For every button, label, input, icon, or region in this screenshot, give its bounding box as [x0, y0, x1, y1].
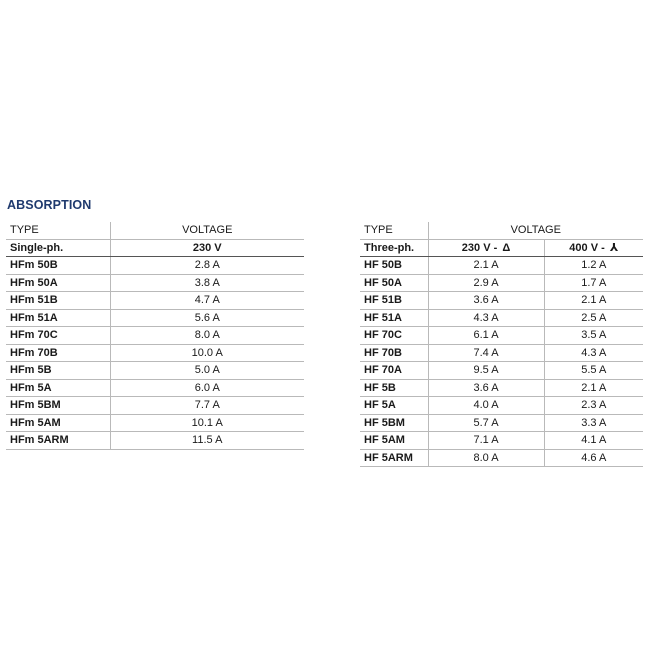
table-row: [360, 397, 643, 415]
table-row: [360, 362, 643, 380]
row-value-230v: 8.0 A: [110, 327, 304, 345]
table-row: [360, 292, 643, 310]
row-type: HFm 70B: [6, 344, 110, 362]
row-value-230v: 7.1 A: [428, 432, 544, 450]
row-type: HF 70A: [360, 362, 428, 380]
row-value-230v: 11.5 A: [110, 432, 304, 450]
row-type: HFm 5B: [6, 362, 110, 380]
row-type: HFm 50A: [6, 274, 110, 292]
star-icon: ⅄: [609, 241, 619, 254]
table-row: [6, 292, 304, 310]
row-type: HF 5AM: [360, 432, 428, 450]
header-voltage: VOLTAGE: [110, 222, 304, 239]
row-value-230v: 3.6 A: [428, 292, 544, 310]
table-row: [360, 344, 643, 362]
row-value-230v: 2.8 A: [110, 257, 304, 275]
row-type: HF 51B: [360, 292, 428, 310]
row-value-400v: 3.5 A: [544, 327, 643, 345]
table-row: [6, 379, 304, 397]
row-type: HF 5BM: [360, 414, 428, 432]
header-type: TYPE: [6, 222, 110, 239]
delta-icon: Δ: [502, 241, 511, 254]
row-value-230v: 7.7 A: [110, 397, 304, 415]
table-subheader-row: [6, 239, 304, 257]
row-value-400v: 3.3 A: [544, 414, 643, 432]
subheader-type: Single-ph.: [6, 239, 110, 257]
subheader-type: Three-ph.: [360, 239, 428, 257]
row-value-230v: 7.4 A: [428, 344, 544, 362]
row-type: HFm 5AM: [6, 414, 110, 432]
table-row: [360, 432, 643, 450]
row-value-400v: 1.7 A: [544, 274, 643, 292]
table-row: [6, 414, 304, 432]
row-type: HF 70C: [360, 327, 428, 345]
table-row: [360, 414, 643, 432]
table-row: [6, 257, 304, 275]
row-value-230v: 6.0 A: [110, 379, 304, 397]
table-row: [360, 379, 643, 397]
subheader-400v: [544, 239, 643, 257]
row-type: HFm 51A: [6, 309, 110, 327]
table-row: [360, 309, 643, 327]
row-value-230v: 4.3 A: [428, 309, 544, 327]
row-type: HF 51A: [360, 309, 428, 327]
table-row: [360, 449, 643, 467]
row-value-230v: 5.6 A: [110, 309, 304, 327]
row-value-230v: 3.6 A: [428, 379, 544, 397]
row-type: HFm 70C: [6, 327, 110, 345]
row-type: HFm 50B: [6, 257, 110, 275]
row-value-400v: 4.3 A: [544, 344, 643, 362]
row-type: HFm 5A: [6, 379, 110, 397]
row-type: HF 50A: [360, 274, 428, 292]
row-type: HF 5ARM: [360, 449, 428, 467]
row-value-400v: 2.3 A: [544, 397, 643, 415]
row-value-230v: 5.0 A: [110, 362, 304, 380]
subheader-400v-label: 400 V -: [569, 241, 605, 254]
table-row: [360, 274, 643, 292]
header-voltage: VOLTAGE: [428, 222, 643, 239]
row-type: HF 5A: [360, 397, 428, 415]
table-row: [360, 257, 643, 275]
row-value-230v: 5.7 A: [428, 414, 544, 432]
row-value-400v: 4.6 A: [544, 449, 643, 467]
table-header-row: [360, 222, 643, 239]
row-value-230v: 10.1 A: [110, 414, 304, 432]
row-value-230v: 3.8 A: [110, 274, 304, 292]
row-value-230v: 9.5 A: [428, 362, 544, 380]
row-type: HF 5B: [360, 379, 428, 397]
page-title: ABSORPTION: [7, 198, 92, 212]
row-type: HFm 5BM: [6, 397, 110, 415]
row-value-230v: 10.0 A: [110, 344, 304, 362]
table-row: [6, 309, 304, 327]
row-value-400v: 2.1 A: [544, 379, 643, 397]
row-value-400v: 1.2 A: [544, 257, 643, 275]
row-type: HF 50B: [360, 257, 428, 275]
table-row: [6, 432, 304, 450]
subheader-230v: [428, 239, 544, 257]
table-row: [6, 327, 304, 345]
table-row: [6, 362, 304, 380]
row-value-230v: 4.0 A: [428, 397, 544, 415]
table-row: [6, 274, 304, 292]
table-row: [360, 327, 643, 345]
table-subheader-row: [360, 239, 643, 257]
row-value-230v: 4.7 A: [110, 292, 304, 310]
row-value-230v: 6.1 A: [428, 327, 544, 345]
row-value-230v: 2.1 A: [428, 257, 544, 275]
single-phase-table: [6, 222, 304, 450]
row-type: HFm 51B: [6, 292, 110, 310]
three-phase-table: [360, 222, 643, 467]
subheader-voltage: 230 V: [110, 239, 304, 257]
row-type: HFm 5ARM: [6, 432, 110, 450]
row-value-400v: 2.5 A: [544, 309, 643, 327]
table-row: [6, 397, 304, 415]
row-value-400v: 5.5 A: [544, 362, 643, 380]
subheader-230v-label: 230 V -: [461, 241, 498, 254]
table-row: [6, 344, 304, 362]
table-header-row: [6, 222, 304, 239]
header-type: TYPE: [360, 222, 428, 239]
row-value-230v: 8.0 A: [428, 449, 544, 467]
row-value-400v: 4.1 A: [544, 432, 643, 450]
row-type: HF 70B: [360, 344, 428, 362]
row-value-400v: 2.1 A: [544, 292, 643, 310]
row-value-230v: 2.9 A: [428, 274, 544, 292]
